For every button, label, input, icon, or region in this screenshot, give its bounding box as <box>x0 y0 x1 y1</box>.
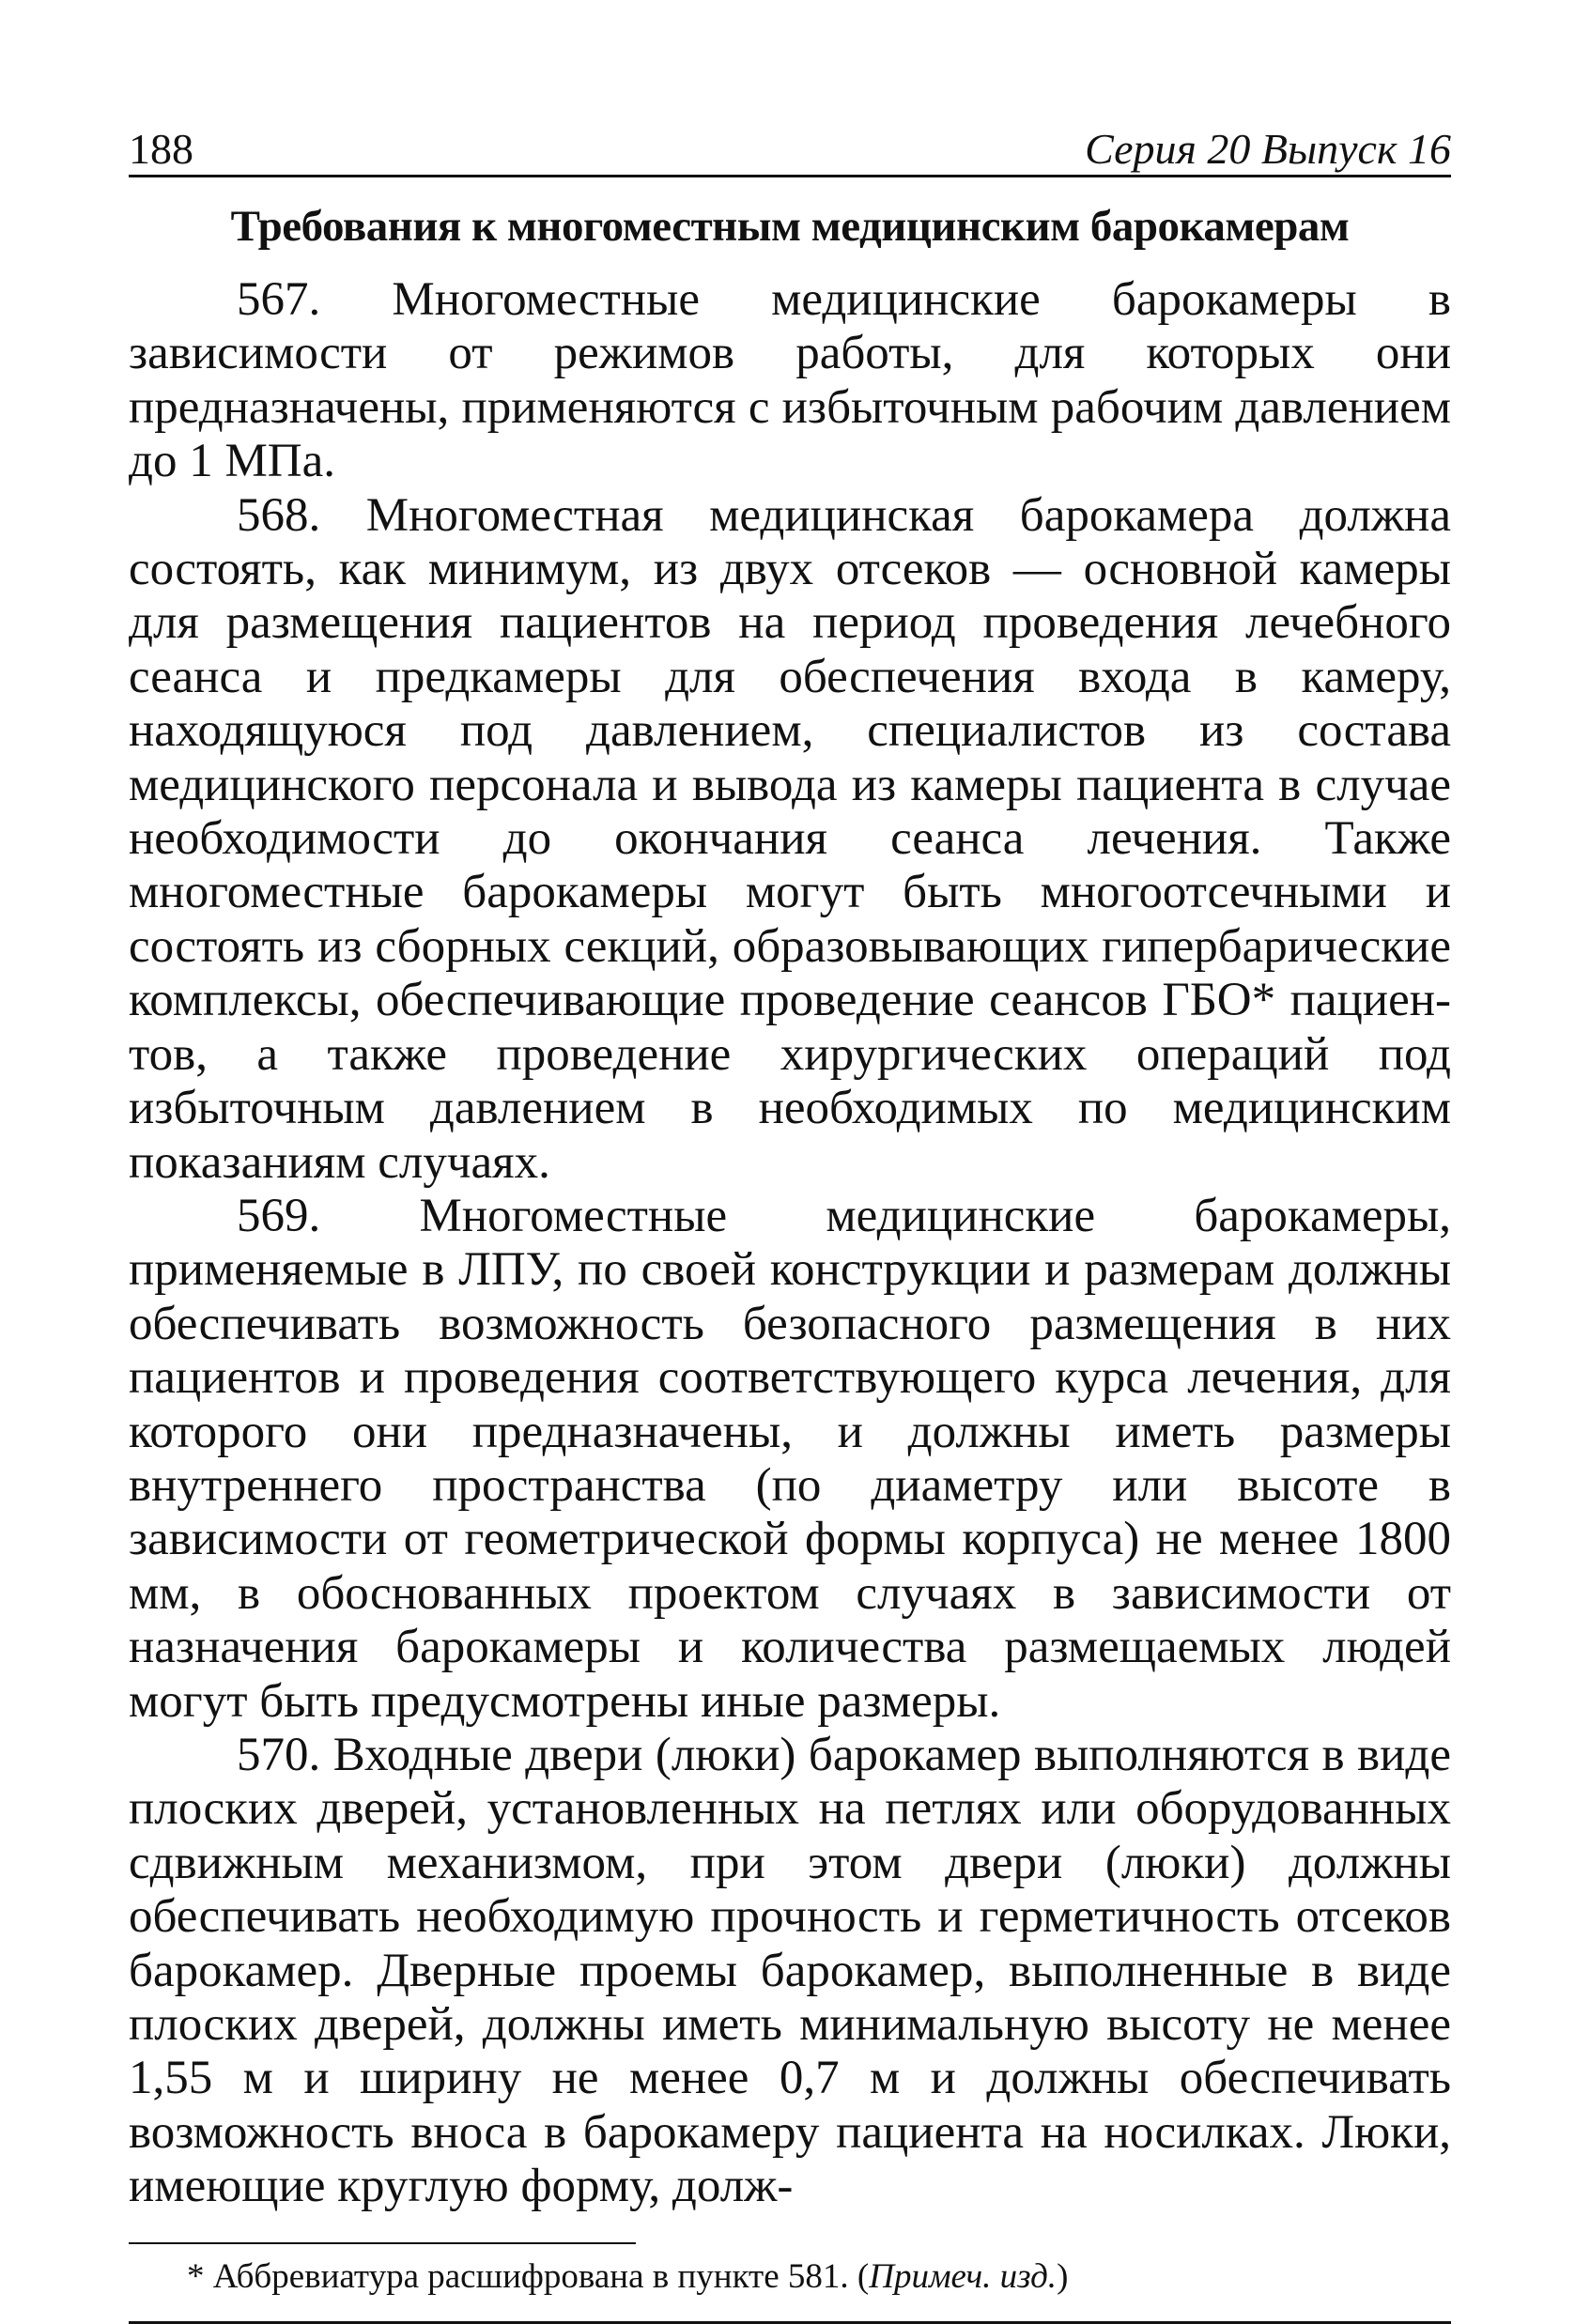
paragraph-568: 568. Многоместная медицинская барокамера должна состоять, как минимум, из двух отсеков — основной камеры для размещения пациентов на период проведения лечебного сеанса и предкамеры для обеспечения входа в камеру, находящуюся под давлением, специалистов из состава медицинского персонала и вывода из камеры пациента в случае необходимости до окончания сеанса лечения. Также многоместные барокамеры могут быть многоотсечными и состоять из сборных секций, образовывающих гипербарические комплексы, обеспечивающие проведение сеансов ГБО* пациентов, а также проведение хирургических операций под избыточным давлением в необходимых по медицинским показаниям случаях. <box>129 488 1451 1189</box>
document-page <box>129 120 1451 2324</box>
footnote <box>187 2255 1451 2299</box>
page-number: 188 <box>129 125 193 173</box>
footnote-text: * Аббревиатура расшифрована в пункте 581. ( <box>187 2256 870 2296</box>
bottom-rule <box>129 2321 1451 2324</box>
footnote-separator <box>129 2242 636 2244</box>
series-label: Серия 20 Выпуск 16 <box>1085 125 1451 173</box>
paragraph-569: 569. Многоместные медицинские барокамеры, применяемые в ЛПУ, по своей конструкции и размерам должны обеспечивать возможность безопасного размещения в них пациентов и проведения соответствующего курса лечения, для которого они предназначены, и должны иметь размеры внутреннего пространства (по диаметру или высоте в зависимости от геометрической формы корпуса) не менее 1800 мм, в обоснованных проектом случаях в зависимости от назначения барокамеры и количества размещаемых людей могут быть предусмотрены иные размеры. <box>129 1189 1451 1728</box>
paragraph-567: 567. Многоместные медицинские барокамеры в зависимости от режимов работы, для которых они предназначены, применяются с избыточным рабочим давлением до 1 МПа. <box>129 273 1451 488</box>
body-text <box>129 273 1451 2214</box>
paragraph-570: 570. Входные двери (люки) барокамер выполняются в виде плоских дверей, установленных на петлях или оборудованных сдвижным механизмом, при этом двери (люки) должны обеспечивать необходимую прочность и герметичность отсеков барокамер. Дверные проемы барокамер, выполненные в виде плоских дверей, должны иметь минимальную высоту не менее 1,55 м и ширину не менее 0,7 м и должны обеспечивать возможность вноса в барокамеру пациента на носилках. Люки, имеющие круглую форму, долж- <box>129 1728 1451 2213</box>
page-header <box>129 120 1451 177</box>
section-title: Требования к многоместным медицинским барокамерам <box>230 202 1350 251</box>
footnote-close: ) <box>1057 2256 1069 2296</box>
footnote-note: Примеч. изд. <box>869 2256 1058 2296</box>
